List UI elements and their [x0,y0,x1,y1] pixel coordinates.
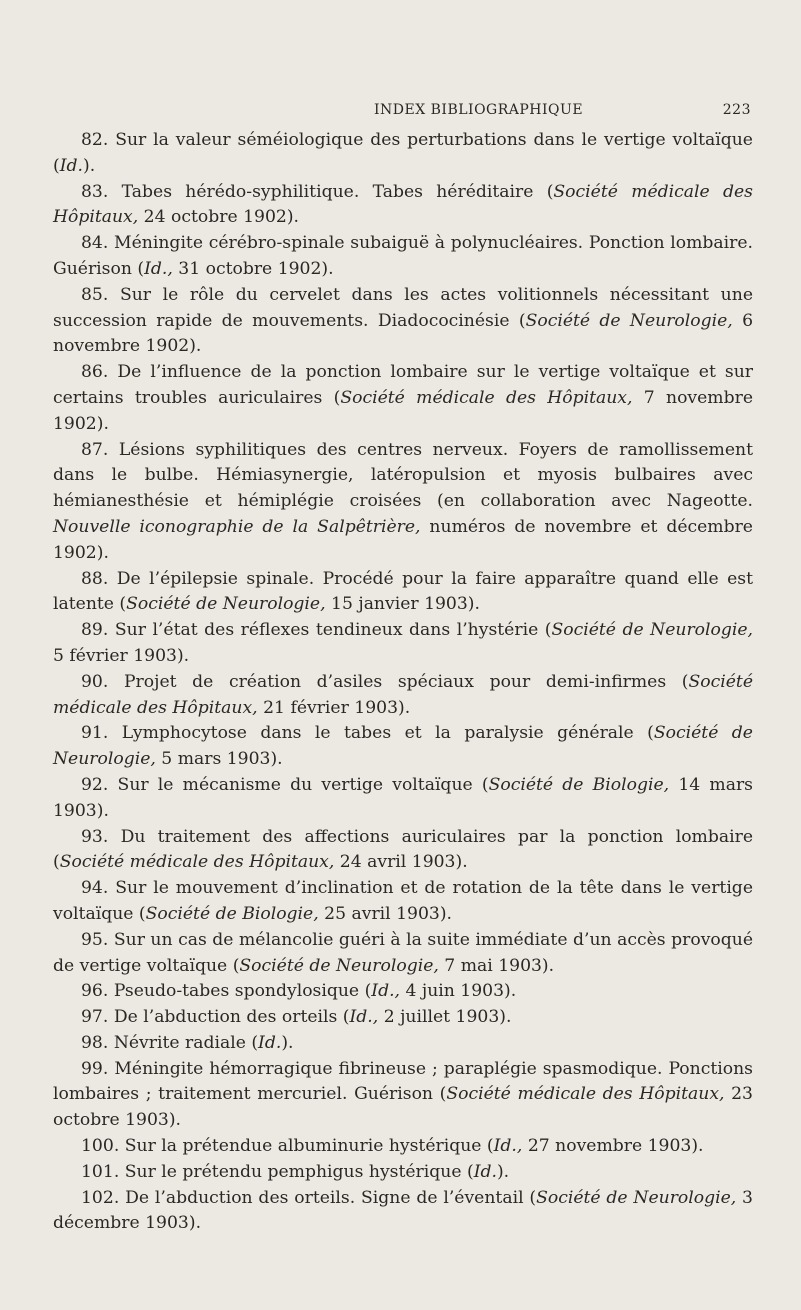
entry-text: De l’influence de la ponction lombaire sur le vertige voltaïque et sur certains troubles auriculaires ( [53,362,753,408]
bibliography-entry: 99. Méningite hémorragique fibrineuse ; paraplégie spasmodique. Ponctions lombaires ; traitement mercuriel. Guérison (Société médicale des Hôpitaux, 23 octobre 1903). [53,1058,753,1131]
entry-source: Id., [371,981,400,1002]
entry-number: 100 [81,1136,114,1157]
entry-source: Id. [473,1161,497,1182]
entry-text: Du traitement des affections auriculaires par la ponction lombaire ( [53,826,753,873]
bibliography-entry: 86. De l’influence de la ponction lombaire sur le vertige voltaïque et sur certains troubles auriculaires (Société médicale des Hôpitaux, 7 novembre 1902). [53,362,753,434]
bibliography-entry: 100. Sur la prétendue albuminurie hystérique (Id., 27 novembre 1903). [81,1136,704,1157]
bibliography-entry: 88. De l’épilepsie spinale. Procédé pour la faire apparaître quand elle est latente (Société de Neurologie, 15 janvier 1903). [53,568,753,615]
entry-date: ). [281,1032,294,1053]
entry-number: 85 [81,284,103,305]
entry-date: ). [496,1161,510,1182]
entry-number: 99 [81,1058,103,1079]
entry-text: Névrite radiale ( [113,1032,259,1053]
entry-source: Société médicale des Hôpitaux, [53,181,753,228]
bibliography-entry: 97. De l’abduction des orteils (Id., 2 juillet 1903). [81,1007,512,1028]
entry-text: Sur le mécanisme du vertige voltaïque ( [117,774,489,795]
entry-text: Lymphocytose dans le tabes et la paralysie générale ( [121,723,654,744]
entry-source: Société de Neurologie, [536,1187,737,1208]
entry-number: 93 [81,826,103,847]
bibliography-entries [53,128,753,1237]
entry-date: 5 février 1903). [53,645,190,666]
entry-number: 101 [81,1161,114,1182]
entry-number: 90 [81,671,103,692]
entry-number: 86 [81,362,103,383]
entry-date: ). [82,155,96,176]
entry-text: Sur le mouvement d’inclination et de rotation de la tête dans le vertige voltaïque ( [53,878,753,924]
entry-text: Sur un cas de mélancolie guéri à la suite immédiate d’un accès provoqué de vertige voltaïque ( [53,929,753,976]
entry-date: 27 novembre 1903). [522,1136,704,1157]
entry-date: 5 mars 1903). [155,749,283,770]
entry-number: 102 [81,1187,114,1208]
entry-date: numéros de novembre et décembre 1902). [53,516,753,563]
entry-number: 88 [81,568,103,589]
bibliography-entry: 92. Sur le mécanisme du vertige voltaïque (Société de Biologie, 14 mars 1903). [53,774,753,821]
entry-date: 31 octobre 1902). [172,258,334,279]
entry-number: 87 [81,439,103,460]
entry-date: 6 novembre 1902). [53,310,754,357]
entry-text: Sur la prétendue albuminurie hystérique ( [124,1136,494,1157]
entry-date: 2 juillet 1903). [378,1007,512,1028]
bibliography-entry: 85. Sur le rôle du cervelet dans les actes volitionnels nécessitant une succession rapide de mouvements. Diadococinésie (Société de Neurologie, 6 novembre 1902). [53,284,754,357]
entry-number: 83 [81,181,103,202]
entry-source: Société de Biologie, [488,774,670,795]
entry-text: Sur la valeur séméiologique des perturbations dans le vertige voltaïque ( [53,130,753,176]
entry-date: 21 février 1903). [257,697,411,718]
entry-date: 23 octobre 1903). [53,1084,753,1131]
entry-text: Lésions syphilitiques des centres nerveux. Foyers de ramollissement dans le bulbe. Hémiasynergie, latéropulsion et myosis bulbaires avec hémianesthésie et hémiplégie croisées (en collaboration avec Nageotte. [53,439,753,512]
entry-source: Société médicale des Hôpitaux, [53,671,753,718]
bibliography-entry: 95. Sur un cas de mélancolie guéri à la suite immédiate d’un accès provoqué de vertige voltaïque (Société de Neurologie, 7 mai 1903). [53,929,753,976]
entry-source: Société de Biologie, [145,903,319,924]
bibliography-entry: 94. Sur le mouvement d’inclination et de rotation de la tête dans le vertige voltaïque (Société de Biologie, 25 avril 1903). [53,878,753,924]
page-number: 223 [722,102,751,118]
entry-source: Société de Neurologie, [239,955,439,976]
entry-number: 98 [81,1032,103,1053]
entry-text: De l’épilepsie spinale. Procédé pour la faire apparaître quand elle est latente ( [53,568,753,615]
bibliography-entry: 91. Lymphocytose dans le tabes et la paralysie générale (Société de Neurologie, 5 mars 1903). [53,723,753,770]
entry-date: 7 novembre 1902). [53,387,753,434]
entry-text: Projet de création d’asiles spéciaux pour demi-infirmes ( [123,671,689,692]
entry-source: Nouvelle iconographie de la Salpêtrière, [53,516,421,537]
entry-date: 24 avril 1903). [334,852,468,873]
entry-number: 97 [81,1007,103,1028]
entry-text: Sur l’état des réflexes tendineux dans l’hystérie ( [114,620,552,641]
entry-text: Méningite cérébro-spinale subaiguë à polynucléaires. Ponction lombaire. Guérison ( [53,233,753,279]
entry-source: Société médicale des Hôpitaux, [340,387,633,408]
entry-date: 7 mai 1903). [438,955,555,976]
entry-number: 95 [81,929,103,950]
entry-date: 3 décembre 1903). [53,1187,753,1234]
entry-source: Id., [144,258,173,279]
entry-source: Société de Neurologie, [53,723,753,770]
running-title: INDEX BIBLIOGRAPHIQUE [374,102,584,118]
entry-number: 92 [81,774,103,795]
bibliography-entry: 83. Tabes hérédo-syphilitique. Tabes héréditaire (Société médicale des Hôpitaux, 24 octobre 1902). [53,181,753,228]
entry-date: 24 octobre 1902). [138,207,300,228]
bibliography-entry: 98. Névrite radiale (Id.). [81,1032,294,1053]
entry-text: De l’abduction des orteils. Signe de l’éventail ( [125,1187,537,1208]
bibliography-entry: 84. Méningite cérébro-spinale subaiguë à polynucléaires. Ponction lombaire. Guérison (Id., 31 octobre 1902). [53,233,753,279]
entry-source: Société de Neurologie, [126,594,326,615]
entry-text: Sur le prétendu pemphigus hystérique ( [124,1161,474,1182]
entry-source: Société de Neurologie, [525,310,733,331]
bibliography-entry: 101. Sur le prétendu pemphigus hystérique (Id.). [81,1161,510,1182]
bibliography-entry: 90. Projet de création d’asiles spéciaux pour demi-infirmes (Société médicale des Hôpitaux, 21 février 1903). [53,671,753,718]
entry-number: 82 [81,130,103,150]
entry-date: 25 avril 1903). [318,903,453,924]
bibliography-entry: 82. Sur la valeur séméiologique des perturbations dans le vertige voltaïque (Id.). [53,130,753,176]
entry-date: 15 janvier 1903). [325,594,480,615]
entry-number: 94 [81,878,103,899]
entry-number: 84 [81,233,103,254]
bibliography-entry: 87. Lésions syphilitiques des centres nerveux. Foyers de ramollissement dans le bulbe. Hémiasynergie, latéropulsion et myosis bulbaires avec hémianesthésie et hémiplégie croisées (en collaboration avec Nageotte. Nouvelle iconographie de la Salpêtrière, numéros de novembre et décembre 1902). [53,439,753,563]
entry-source: Société médicale des Hôpitaux, [59,852,335,873]
entry-date: 14 mars 1903). [53,774,753,821]
entry-source: Société médicale des Hôpitaux, [446,1084,725,1105]
entry-number: 96 [81,981,103,1002]
entry-text: Sur le rôle du cervelet dans les actes volitionnels nécessitant une succession rapide de mouvements. Diadococinésie ( [53,284,753,331]
entry-source: Id., [349,1007,379,1028]
entry-source: Id. [59,155,83,176]
bibliography-entry: 102. De l’abduction des orteils. Signe de l’éventail (Société de Neurologie, 3 décembre 1903). [53,1187,753,1234]
entry-source: Société de Neurologie, [551,620,753,641]
entry-number: 89 [81,620,103,641]
entry-date: 4 juin 1903). [400,981,517,1002]
entry-number: 91 [81,723,103,744]
entry-text: Méningite hémorragique fibrineuse ; paraplégie spasmodique. Ponctions lombaires ; traitement mercuriel. Guérison ( [53,1058,753,1105]
entry-text: Tabes hérédo-syphilitique. Tabes héréditaire ( [121,181,554,202]
entry-source: Id. [258,1032,282,1053]
bibliography-entry: 89. Sur l’état des réflexes tendineux dans l’hystérie (Société de Neurologie, 5 février 1903). [53,620,753,666]
running-head [0,102,801,122]
entry-text: Pseudo-tabes spondylosique ( [113,981,372,1002]
entry-source: Id., [493,1136,523,1157]
bibliography-entry: 93. Du traitement des affections auriculaires par la ponction lombaire (Société médicale des Hôpitaux, 24 avril 1903). [53,826,753,873]
bibliography-entry: 96. Pseudo-tabes spondylosique (Id., 4 juin 1903). [81,981,517,1002]
entry-text: De l’abduction des orteils ( [113,1007,350,1028]
